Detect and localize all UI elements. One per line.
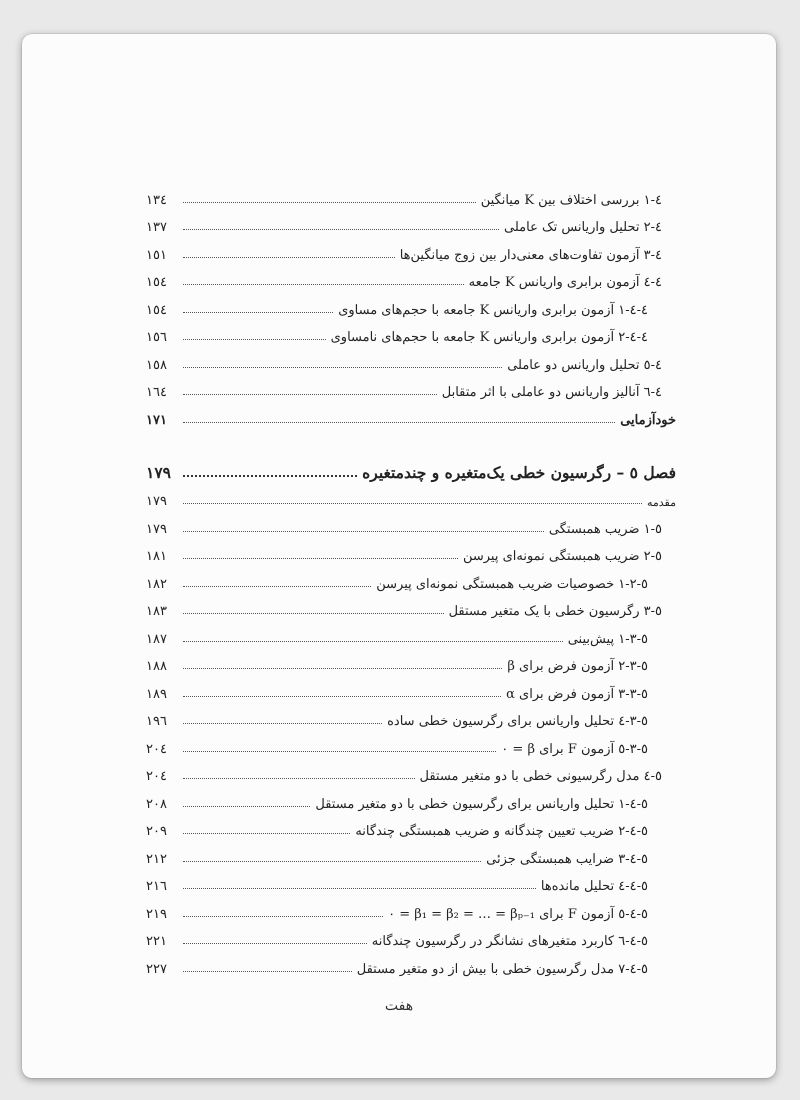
toc-entry-title: ٤-٥ تحلیل واریانس دو عاملی (507, 357, 662, 373)
toc-entry-page-number: ١٥٨ (146, 357, 167, 373)
toc-entry-title: ٤-٤-١ آزمون برابری واریانس K جامعه با حجم‌های مساوی (338, 302, 648, 318)
page-number-footer: هفت (384, 998, 414, 1014)
dot-leader (183, 339, 326, 340)
toc-entry-title: ٥-٣-١ پیش‌بینی (567, 631, 648, 647)
dot-leader (183, 394, 437, 395)
toc-entry-page-number: ١٨٩ (146, 686, 167, 702)
toc-entry-page-number: ٢٠٩ (146, 824, 167, 839)
toc-entry-title: ٥-٢ ضریب همبستگی نمونه‌ای پیرسن (462, 549, 662, 564)
toc-entry-page-number: ١٨٢ (146, 576, 167, 592)
toc-entry (146, 647, 676, 675)
toc-entry (146, 537, 676, 565)
toc-entry (146, 922, 676, 950)
toc-entry-title: ٥-٣-٢ آزمون فرض برای β (507, 659, 648, 674)
dot-leader (183, 668, 502, 669)
toc-entry (146, 757, 676, 785)
toc-entry-page-number: ٢١٦ (146, 879, 167, 894)
dot-leader (183, 367, 502, 368)
toc-entry-title: ٥-١ ضریب همبستگی (548, 521, 662, 537)
dot-leader (183, 558, 458, 559)
toc-entry-title: ٥-٤-٤ تحلیل مانده‌ها (540, 879, 648, 894)
toc-entry-title: ٥-٤-١ تحلیل واریانس برای رگرسیون خطی با دو متغیر مستقل (315, 796, 648, 812)
toc-entry-page-number: ٢٠٤ (146, 769, 167, 784)
toc-entry (146, 235, 676, 263)
toc-entry (146, 263, 676, 291)
dot-leader (183, 613, 444, 614)
toc-entry-title: ٥-٣-٣ آزمون فرض برای α (506, 686, 648, 702)
toc-entry-page-number: ١٧٩ (146, 494, 167, 509)
dot-leader (183, 284, 464, 285)
toc-entry-title: ٥-٤-٦ کاربرد متغیرهای نشانگر در رگرسیون چندگانه (371, 934, 648, 949)
dot-leader (183, 778, 415, 779)
toc-entry-page-number: ١٦٤ (146, 385, 167, 400)
dot-leader (183, 751, 496, 752)
toc-entry (146, 592, 676, 620)
toc-entry (146, 619, 676, 647)
dot-leader (183, 531, 544, 532)
toc-entry-title: ٥-٤-٣ ضرایب همبستگی جزئی (486, 851, 648, 867)
toc-entry-title: فصل ٥ – رگرسیون خطی یک‌متغیره و چندمتغیره (362, 462, 676, 482)
dot-leader (183, 861, 481, 862)
toc-entry (146, 812, 676, 840)
dot-leader (183, 888, 536, 889)
toc-entry (146, 949, 676, 977)
toc-entry-title: ٥-٤-٥ آزمون F برای β₁ = β₂ = … = βₚ₋₁ = ٠ (388, 906, 648, 922)
document-page (22, 34, 776, 1078)
dot-leader (183, 833, 350, 834)
toc-entry (146, 345, 676, 373)
toc-entry-page-number: ١٧٩ (146, 521, 167, 537)
dot-leader (183, 696, 501, 697)
toc-entry (146, 180, 676, 208)
toc-entry-page-number: ١٨٣ (146, 604, 167, 619)
dot-leader (183, 806, 310, 807)
dot-leader (183, 312, 333, 313)
table-of-contents (146, 180, 676, 977)
toc-entry (146, 564, 676, 592)
toc-entry-title: ٥-٢-١ خصوصیات ضریب همبستگی نمونه‌ای پیرسن (376, 576, 648, 592)
toc-entry-title: ٥-٣-٥ آزمون F برای β = ٠ (501, 741, 648, 757)
toc-entry-page-number: ١٨٧ (146, 631, 167, 647)
toc-entry-page-number: ١٣٧ (146, 220, 167, 235)
toc-entry (146, 894, 676, 922)
toc-entry-page-number: ٢٠٨ (146, 796, 167, 812)
dot-leader (183, 503, 642, 504)
toc-entry (146, 318, 676, 346)
toc-chapter-heading (146, 452, 676, 482)
toc-entry-page-number: ١٩٦ (146, 714, 167, 729)
toc-entry-title: ٤-٣ آزمون تفاوت‌های معنی‌دار بین زوج میانگین‌ها (399, 247, 662, 263)
toc-entry-title: ٤-٤-٢ آزمون برابری واریانس K جامعه با حجم‌های نامساوی (330, 330, 648, 345)
toc-entry-title: ٥-٤ مدل رگرسیونی خطی با دو متغیر مستقل (419, 769, 662, 784)
toc-entry (146, 867, 676, 895)
toc-entry-page-number: ١٥٤ (146, 302, 167, 318)
toc-entry-page-number: ١٨١ (146, 549, 167, 564)
toc-entry-page-number: ١٨٨ (146, 659, 167, 674)
dot-leader (183, 257, 395, 258)
toc-entry-page-number: ٢١٢ (146, 851, 167, 867)
toc-entry-title: ٤-٦ آنالیز واریانس دو عاملی با اثر متقابل (441, 385, 662, 400)
toc-entry-page-number: ١٧١ (146, 412, 167, 428)
toc-entry-title: ٥-٣-٤ تحلیل واریانس برای رگرسیون خطی ساده (387, 714, 648, 729)
dot-leader (183, 586, 371, 587)
dot-leader (183, 422, 615, 423)
toc-entry-page-number: ١٥١ (146, 247, 167, 263)
dot-leader (183, 943, 367, 944)
toc-entry (146, 482, 676, 510)
dot-leader (183, 916, 383, 917)
toc-entry-title: ٥-٤-٧ مدل رگرسیون خطی با بیش از دو متغیر مستقل (356, 961, 648, 977)
toc-entry-title: مقدمه (646, 496, 676, 509)
dot-leader (183, 723, 382, 724)
toc-entry-page-number: ١٥٤ (146, 275, 167, 290)
toc-entry-page-number: ١٣٤ (146, 192, 167, 208)
dot-leader (183, 475, 357, 477)
toc-entry (146, 839, 676, 867)
toc-entry-page-number: ١٥٦ (146, 330, 167, 345)
toc-entry-title: ٤-٢ تحلیل واریانس تک عاملی (504, 220, 662, 235)
toc-entry (146, 373, 676, 401)
toc-entry (146, 290, 676, 318)
dot-leader (183, 202, 476, 203)
toc-entry-title: ٤-٤ آزمون برابری واریانس K جامعه (468, 275, 662, 290)
toc-entry-title: ٥-٤-٢ ضریب تعیین چندگانه و ضریب همبستگی چندگانه (355, 824, 648, 839)
toc-entry-page-number: ٢٢٧ (146, 961, 167, 977)
toc-entry-page-number: ٢٢١ (146, 934, 167, 949)
toc-entry (146, 702, 676, 730)
dot-leader (183, 971, 352, 972)
toc-entry (146, 784, 676, 812)
toc-entry (146, 400, 676, 428)
toc-entry (146, 674, 676, 702)
toc-entry-page-number: ٢٠٤ (146, 741, 167, 757)
toc-entry-page-number: ١٧٩ (146, 462, 171, 482)
toc-entry (146, 208, 676, 236)
toc-entry-title: ٤-١ بررسی اختلاف بین K میانگین (480, 192, 662, 208)
toc-entry-page-number: ٢١٩ (146, 906, 167, 922)
toc-entry-title: خودآزمایی (620, 412, 676, 428)
toc-entry (146, 509, 676, 537)
toc-entry (146, 729, 676, 757)
toc-entry-title: ٥-٣ رگرسیون خطی با یک متغیر مستقل (448, 604, 662, 619)
dot-leader (183, 641, 563, 642)
dot-leader (183, 229, 499, 230)
